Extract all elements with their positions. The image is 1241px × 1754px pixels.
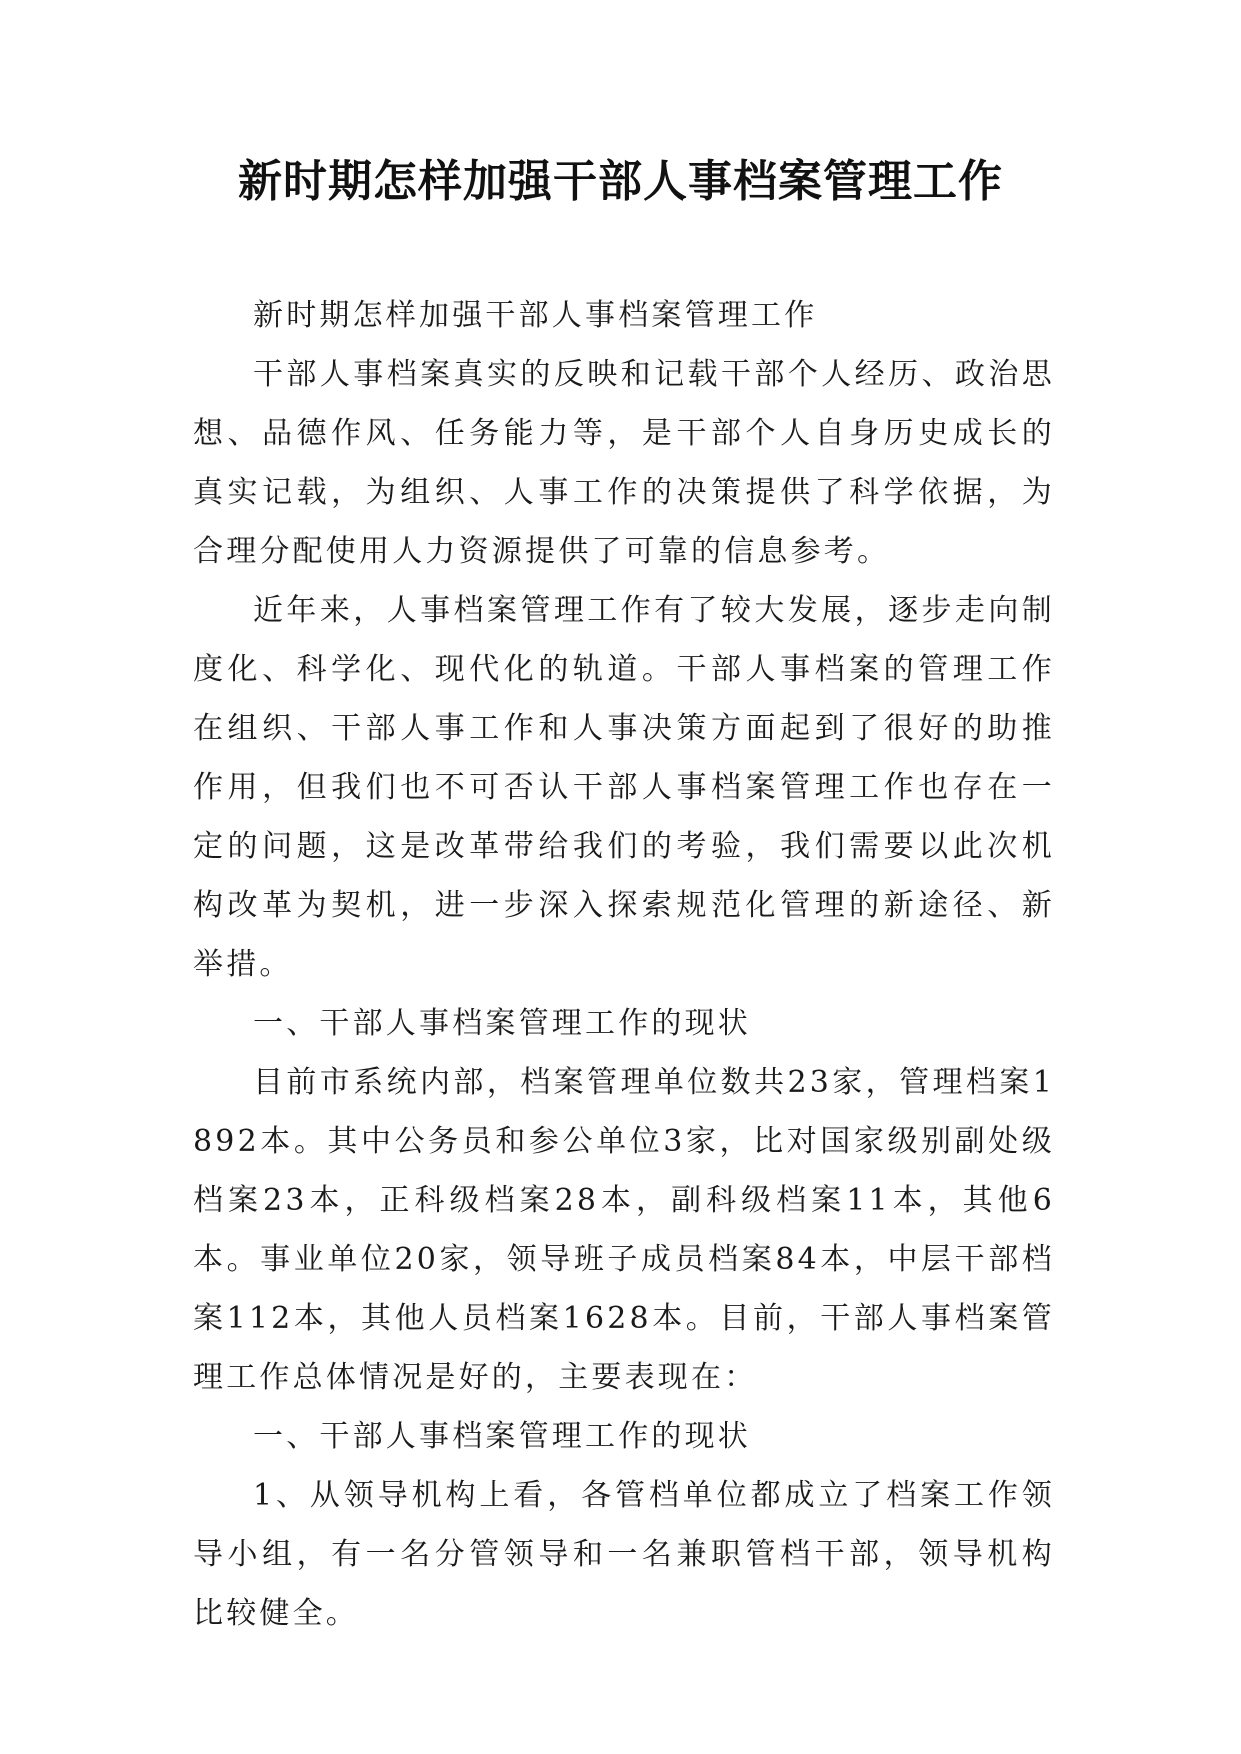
section-heading-status: 一、干部人事档案管理工作的现状 [253, 1006, 751, 1041]
paragraph-statistics: 目前市系统内部，档案管理单位数共23家，管理档案1892本。其中公务员和参公单位3家，比对国家级别副处级档案23本，正科级档案28本，副科级档案11本，其他6本。事业单位20家，领导班子成员档案84本，中层干部档案112本，其他人员档案1628本。目前，干部人事档案管理工作总体情况是好的，主要表现在： [193, 1065, 1055, 1395]
paragraph-point-1: 1、从领导机构上看，各管档单位都成立了档案工作领导小组，有一名分管领导和一名兼职管档干部，领导机构比较健全。 [193, 1478, 1055, 1631]
paragraph-heading-repeat: 新时期怎样加强干部人事档案管理工作 [253, 298, 818, 333]
document-title: 新时期怎样加强干部人事档案管理工作 [238, 156, 1003, 207]
paragraph-intro: 干部人事档案真实的反映和记载干部个人经历、政治思想、品德作风、任务能力等，是干部个人自身历史成长的真实记载，为组织、人事工作的决策提供了科学依据，为合理分配使用人力资源提供了可靠的信息参考。 [193, 357, 1055, 569]
document-body [193, 286, 1055, 1643]
section-heading-status-repeat: 一、干部人事档案管理工作的现状 [253, 1419, 751, 1454]
paragraph-recent-development: 近年来，人事档案管理工作有了较大发展，逐步走向制度化、科学化、现代化的轨道。干部人事档案的管理工作在组织、干部人事工作和人事决策方面起到了很好的助推作用，但我们也不可否认干部人事档案管理工作也存在一定的问题，这是改革带给我们的考验，我们需要以此次机构改革为契机，进一步深入探索规范化管理的新途径、新举措。 [193, 593, 1055, 982]
